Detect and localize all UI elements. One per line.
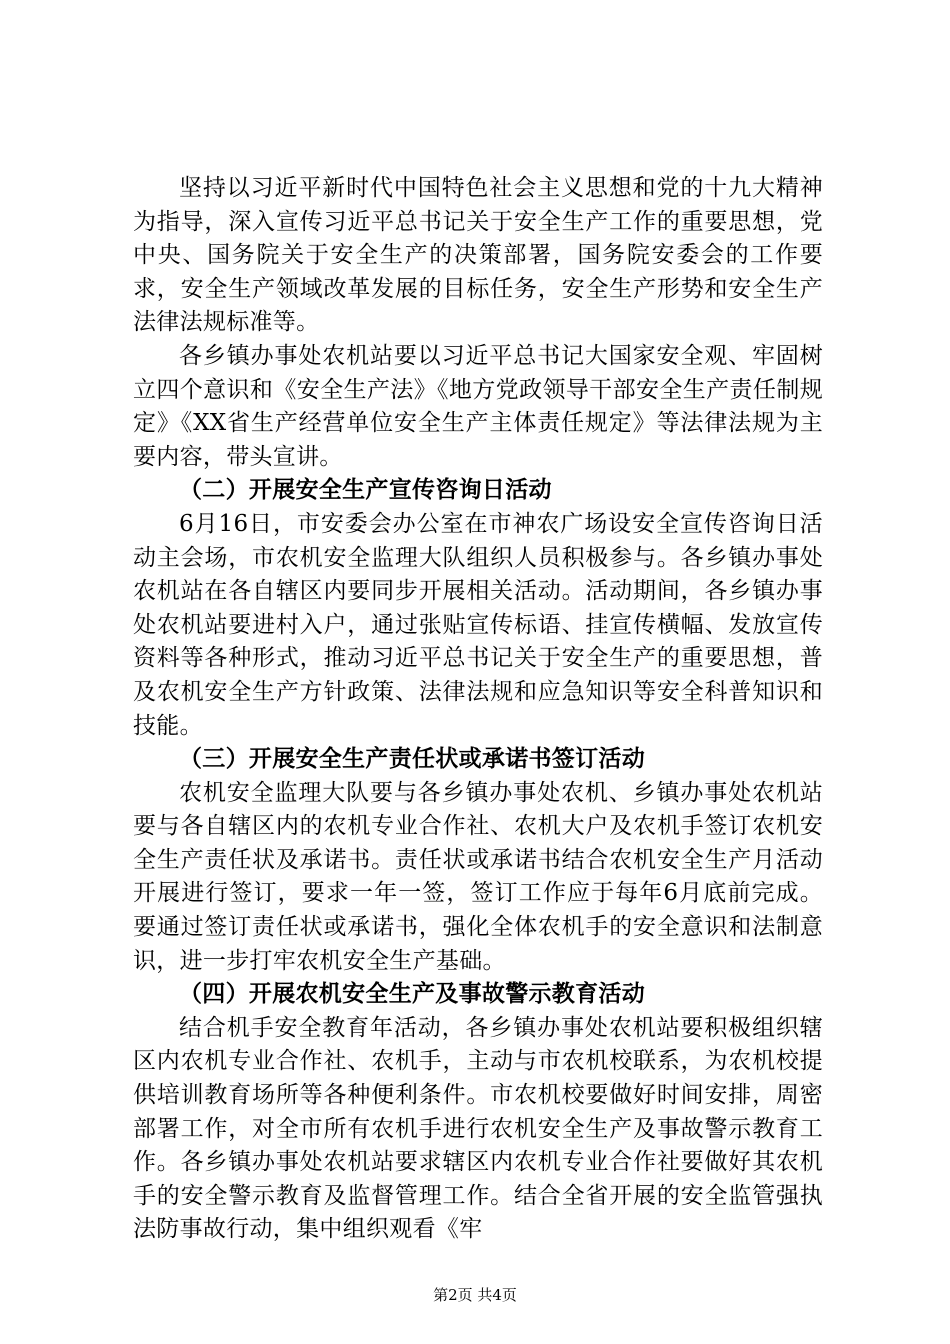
- section-heading-warning-education: （四）开展农机安全生产及事故警示教育活动: [179, 981, 645, 1008]
- section-heading-consultation-day: （二）开展安全生产宣传咨询日活动: [179, 477, 552, 504]
- paragraph-town-agri-stations: 各乡镇办事处农机站要以习近平总书记大国家安全观、牢固树立四个意识和《安全生产法》《地方党政领导干部安全生产责任制规定》《XX省生产经营单位安全生产主体责任规定》等法律法规为主要内容，带头宣讲。: [133, 342, 823, 470]
- page-footer: 第2页 共4页: [433, 1286, 517, 1304]
- paragraph-consultation-day: 6月16日，市安委会办公室在市神农广场设安全宣传咨询日活动主会场，市农机安全监理大队组织人员积极参与。各乡镇办事处农机站在各自辖区内要同步开展相关活动。活动期间，各乡镇办事处农机站要进村入户，通过张贴宣传标语、挂宣传横幅、发放宣传资料等各种形式，推动习近平总书记关于安全生产的重要思想，普及农机安全生产方针政策、法律法规和应急知识等安全科普知识和技能。: [133, 510, 823, 739]
- paragraph-responsibility-pledge: 农机安全监理大队要与各乡镇办事处农机、乡镇办事处农机站要与各自辖区内的农机专业合作社、农机大户及农机手签订农机安全生产责任状及承诺书。责任状或承诺书结合农机安全生产月活动开展进行签订，要求一年一签，签订工作应于每年6月底前完成。要通过签订责任状或承诺书，强化全体农机手的安全意识和法制意识，进一步打牢农机安全生产基础。: [133, 779, 823, 974]
- paragraph-warning-education: 结合机手安全教育年活动，各乡镇办事处农机站要积极组织辖区内农机专业合作社、农机手，主动与市农机校联系，为农机校提供培训教育场所等各种便利条件。市农机校要做好时间安排，周密部署工作，对全市所有农机手进行农机安全生产及事故警示教育工作。各乡镇办事处农机站要求辖区内农机专业合作社要做好其农机手的安全警示教育及监督管理工作。结合全省开展的安全监管强执法防事故行动，集中组织观看《牢: [133, 1014, 823, 1243]
- document-body: [133, 172, 823, 1247]
- paragraph-guiding-thought: 坚持以习近平新时代中国特色社会主义思想和党的十九大精神为指导，深入宣传习近平总书记关于安全生产工作的重要思想，党中央、国务院关于安全生产的决策部署，国务院安委会的工作要求，安全生产领域改革发展的目标任务，安全生产形势和安全生产法律法规标准等。: [133, 175, 823, 336]
- section-heading-responsibility-pledge: （三）开展安全生产责任状或承诺书签订活动: [179, 746, 645, 773]
